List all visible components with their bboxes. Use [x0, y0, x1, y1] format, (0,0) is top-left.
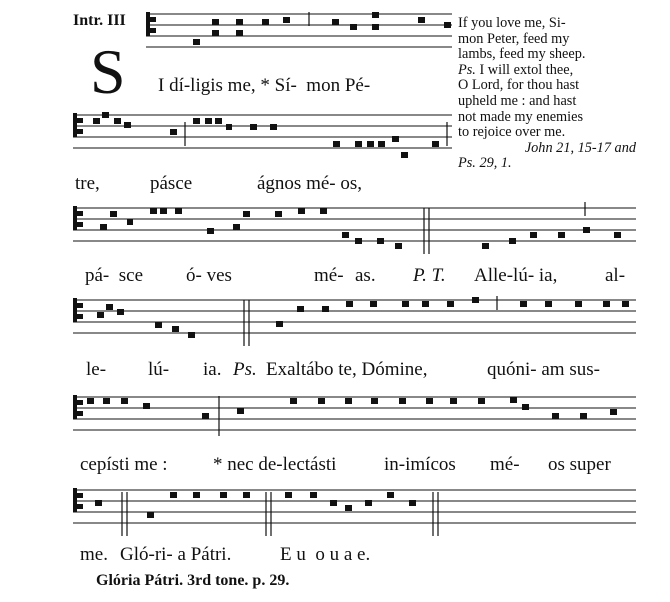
footer-note: Glória Pátri. 3rd tone. p. 29.: [96, 572, 290, 589]
lyric-line-1: I dí-ligis me, * Sí- mon Pé-: [158, 75, 371, 96]
staff-6: [73, 490, 636, 523]
side-line-1: If you love me, Si-: [458, 15, 566, 31]
lyric-2a: tre,: [75, 173, 100, 194]
lyric-5a: cepísti me :: [80, 454, 168, 475]
side-line-2: mon Peter, feed my: [458, 30, 570, 47]
lyric-2b: pásce: [150, 173, 193, 194]
lyric-4c: ia.: [203, 359, 222, 380]
staff-2: [73, 115, 452, 148]
lyric-4b: lú-: [148, 359, 170, 380]
lyric-5d: mé-: [490, 454, 520, 475]
staff-5: [73, 397, 636, 430]
side-line-4: Ps. I will extol thee,: [458, 61, 574, 78]
lyric-2c: ágnos mé- os,: [257, 173, 363, 194]
lyric-5c: in-imícos: [384, 454, 456, 475]
staff-1: [146, 14, 452, 47]
side-line-6: upheld me : and hast: [458, 92, 577, 109]
lyric-5b: * nec de-lectásti: [213, 454, 337, 475]
side-line-3: lambs, feed my sheep.: [458, 46, 586, 63]
reference-line-1: John 21, 15-17 and: [524, 139, 636, 156]
lyric-6a: me.: [80, 544, 108, 565]
initial-letter: S: [90, 36, 126, 107]
intro-label: Intr. III: [73, 12, 126, 29]
lyric-3b: ó- ves: [186, 265, 232, 286]
side-translation: [458, 16, 636, 172]
lyric-3a: pá- sce: [85, 265, 144, 286]
side-line-5: O Lord, for thou hast: [458, 77, 580, 94]
lyric-6c: E u o u a e.: [280, 544, 371, 565]
lyric-3e: P. T.: [413, 265, 446, 286]
lyric-4a: le-: [86, 359, 107, 380]
lyric-3f: Alle-lú- ia,: [474, 265, 558, 286]
lyric-3g: al-: [605, 265, 626, 286]
side-line-7: not made my enemies: [458, 108, 584, 125]
lyric-4e: Exaltábo te, Dómine,: [266, 359, 428, 380]
psalm-prefix: Ps.: [458, 61, 476, 78]
lyric-3c: mé-: [314, 265, 344, 286]
lyric-6b: Gló-ri- a Pátri.: [120, 544, 232, 565]
lyric-4d: Ps.: [233, 359, 257, 380]
staff-3: [73, 208, 636, 241]
lyric-5e: os super: [548, 454, 611, 475]
side-line-8: to rejoice over me.: [458, 124, 566, 141]
lyric-3d: as.: [355, 265, 376, 286]
lyric-4f: quóni- am sus-: [487, 359, 600, 380]
reference-line-2: Ps. 29, 1.: [458, 155, 512, 172]
